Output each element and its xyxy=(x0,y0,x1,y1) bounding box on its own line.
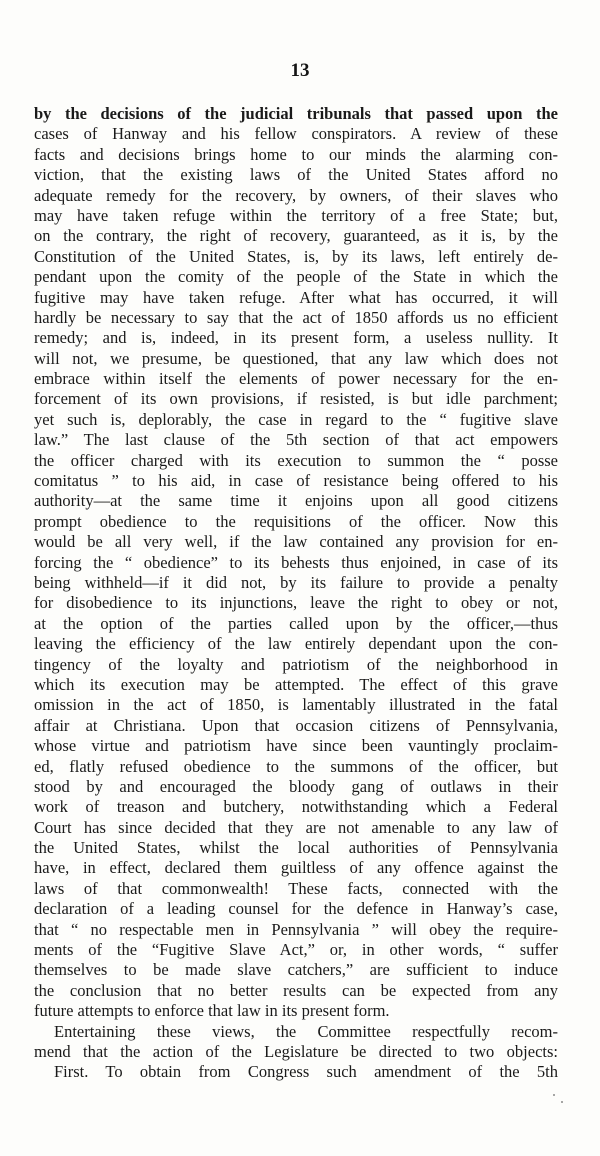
text-line: forcement of its own provisions, if resisted, is but idle parchment; xyxy=(34,389,558,409)
page-number: 13 xyxy=(290,60,310,81)
text-line: prompt obedience to the requisitions of the officer. Now this xyxy=(34,511,558,531)
text-line: cases of Hanway and his fellow conspirators. A review of these xyxy=(34,124,558,144)
text-line: tingency of the loyalty and patriotism of the neighborhood in xyxy=(34,654,558,674)
text-line: the officer charged with its execution to summon the “ posse xyxy=(34,450,558,470)
text-line: the conclusion that no better results can be expected from any xyxy=(34,980,558,1000)
text-line: future attempts to enforce that law in its present form. xyxy=(34,1001,390,1021)
text-line: comitatus ” to his aid, in case of resistance being offered to his xyxy=(34,471,558,491)
text-line: adequate remedy for the recovery, by owners, of their slaves who xyxy=(34,185,558,205)
paper-speck xyxy=(561,1101,563,1103)
text-line: stood by and encouraged the bloody gang of outlaws in their xyxy=(34,776,558,796)
text-line: whose virtue and patriotism have since been vauntingly proclaim- xyxy=(34,736,558,756)
text-line: affair at Christiana. Upon that occasion citizens of Pennsylvania, xyxy=(34,715,558,735)
text-line: declaration of a leading counsel for the defence in Hanway’s case, xyxy=(34,899,558,919)
text-line: law.” The last clause of the 5th section of that act empowers xyxy=(34,430,558,450)
text-line: may have taken refuge within the territory of a free State; but, xyxy=(34,205,558,225)
text-line: being withheld—if it did not, by its failure to provide a penalty xyxy=(34,572,558,592)
text-line: Constitution of the United States, is, by its laws, left entirely de- xyxy=(34,246,558,266)
text-line: facts and decisions brings home to our minds the alarming con- xyxy=(34,144,558,164)
text-line: which its execution may be attempted. The effect of this grave xyxy=(34,674,558,694)
text-line: that “ no respectable men in Pennsylvania ” will obey the require- xyxy=(34,919,558,939)
text-line: have, in effect, declared them guiltless of any offence against the xyxy=(34,858,558,878)
text-line: pendant upon the comity of the people of the State in which the xyxy=(34,267,558,287)
text-line: embrace within itself the elements of power necessary for the en- xyxy=(34,369,558,389)
body-text xyxy=(34,104,558,1083)
text-line: yet such is, deplorably, the case in regard to the “ fugitive slave xyxy=(34,409,558,429)
text-line: on the contrary, the right of recovery, guaranteed, as it is, by the xyxy=(34,226,558,246)
text-line: omission in the act of 1850, is lamentably illustrated in the fatal xyxy=(34,695,558,715)
text-line: mend that the action of the Legislature be directed to two objects: xyxy=(34,1041,558,1061)
text-line: forcing the “ obedience” to its behests thus enjoined, in case of its xyxy=(34,552,558,572)
text-line: for disobedience to its injunctions, leave the right to obey or not, xyxy=(34,593,558,613)
text-line: themselves to be made slave catchers,” are sufficient to induce xyxy=(34,960,558,980)
text-line: at the option of the parties called upon by the officer,—thus xyxy=(34,613,558,633)
text-line: the United States, whilst the local authorities of Pennsylvania xyxy=(34,838,558,858)
text-line: authority—at the same time it enjoins upon all good citizens xyxy=(34,491,558,511)
text-line: ed, flatly refused obedience to the summons of the officer, but xyxy=(34,756,558,776)
text-line: remedy; and is, indeed, in its present form, a useless nullity. It xyxy=(34,328,558,348)
text-line: laws of that commonwealth! These facts, connected with the xyxy=(34,878,558,898)
text-line: First. To obtain from Congress such amendment of the 5th xyxy=(54,1062,558,1082)
text-line: ments of the “Fugitive Slave Act,” or, in other words, “ suffer xyxy=(34,940,558,960)
text-line: hardly be necessary to say that the act of 1850 affords us no efficient xyxy=(34,307,558,327)
text-line: Entertaining these views, the Committee respectfully recom- xyxy=(54,1021,558,1041)
text-line: would be all very well, if the law contained any provision for en- xyxy=(34,532,558,552)
text-line: Court has since decided that they are not amenable to any law of xyxy=(34,817,558,837)
text-line: leaving the efficiency of the law entirely dependant upon the con- xyxy=(34,634,558,654)
paper-speck xyxy=(553,1094,555,1096)
text-line: will not, we presume, be questioned, that any law which does not xyxy=(34,348,558,368)
text-line: by the decisions of the judicial tribunals that passed upon the xyxy=(34,104,558,123)
text-line: work of treason and butchery, notwithstanding which a Federal xyxy=(34,797,558,817)
text-line: viction, that the existing laws of the United States afford no xyxy=(34,165,558,185)
text-line: fugitive may have taken refuge. After what has occurred, it will xyxy=(34,287,558,307)
